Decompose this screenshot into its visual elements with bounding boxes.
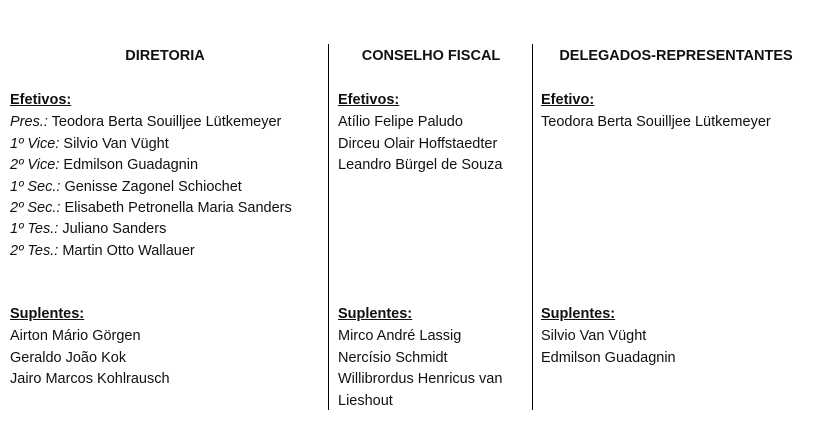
conselho-fiscal-heading: CONSELHO FISCAL [361,48,501,64]
diretoria-efetivos-section [10,91,322,262]
diretoria-efetivo-first-treasurer [10,219,322,240]
member-name: Silvio Van Vüght [63,135,169,152]
diretoria-efetivo-president [10,112,322,133]
member-name: Elisabeth Petronella Maria Sanders [64,200,292,217]
diretoria-suplente: Jairo Marcos Kohlrausch [10,371,170,388]
role-label: 1º Vice: [10,135,60,152]
conselho-efetivos-title: Efetivos: [338,92,400,108]
member-name: Genisse Zagonel Schiochet [64,178,242,195]
role-label: 2º Sec.: [10,200,61,217]
role-label: 1º Sec.: [10,178,61,195]
conselho-suplente: Nercísio Schmidt [338,349,448,366]
diretoria-column [10,0,322,432]
diretoria-suplentes-title: Suplentes: [10,306,85,322]
diretoria-efetivo-second-secretary [10,198,322,219]
diretoria-suplentes-section [10,305,322,391]
conselho-fiscal-column [338,0,530,432]
column-divider [532,44,533,410]
delegados-suplentes-title: Suplentes: [541,306,616,322]
delegados-suplente: Silvio Van Vüght [541,328,647,345]
role-label: 1º Tes.: [10,221,59,238]
delegados-suplentes-section [541,305,811,369]
delegados-column [541,0,811,432]
diretoria-efetivo-second-vice [10,155,322,176]
diretoria-heading: DIRETORIA [125,48,205,64]
member-name: Martin Otto Wallauer [62,242,195,259]
role-label: 2º Vice: [10,157,60,174]
conselho-efetivo: Dirceu Olair Hoffstaedter [338,135,498,152]
member-name: Edmilson Guadagnin [63,157,199,174]
conselho-efetivo: Atílio Felipe Paludo [338,114,463,131]
conselho-efetivos-section [338,91,530,177]
role-label: 2º Tes.: [10,242,59,259]
conselho-suplentes-title: Suplentes: [338,306,413,322]
delegados-efetivo-section [541,91,811,134]
conselho-suplente: Mirco André Lassig [338,328,462,345]
column-divider [328,44,329,410]
conselho-efetivo: Leandro Bürgel de Souza [338,157,503,174]
diretoria-suplente: Airton Mário Görgen [10,328,141,345]
delegados-suplente: Edmilson Guadagnin [541,349,676,366]
conselho-suplente: Willibrordus Henricus van Lieshout [338,371,503,409]
member-name: Teodora Berta Souilljee Lütkemeyer [51,114,282,131]
delegados-efetivo: Teodora Berta Souilljee Lütkemeyer [541,114,771,131]
role-label: Pres.: [10,114,48,131]
delegados-efetivo-title: Efetivo: [541,92,595,108]
diretoria-efetivo-first-secretary [10,177,322,198]
diretoria-suplente: Geraldo João Kok [10,349,127,366]
conselho-suplentes-section [338,305,530,412]
diretoria-efetivo-first-vice [10,134,322,155]
diretoria-efetivos-title: Efetivos: [10,92,72,108]
delegados-heading: DELEGADOS-REPRESENTANTES [559,48,793,64]
diretoria-efetivo-second-treasurer [10,241,322,262]
member-name: Juliano Sanders [62,221,167,238]
